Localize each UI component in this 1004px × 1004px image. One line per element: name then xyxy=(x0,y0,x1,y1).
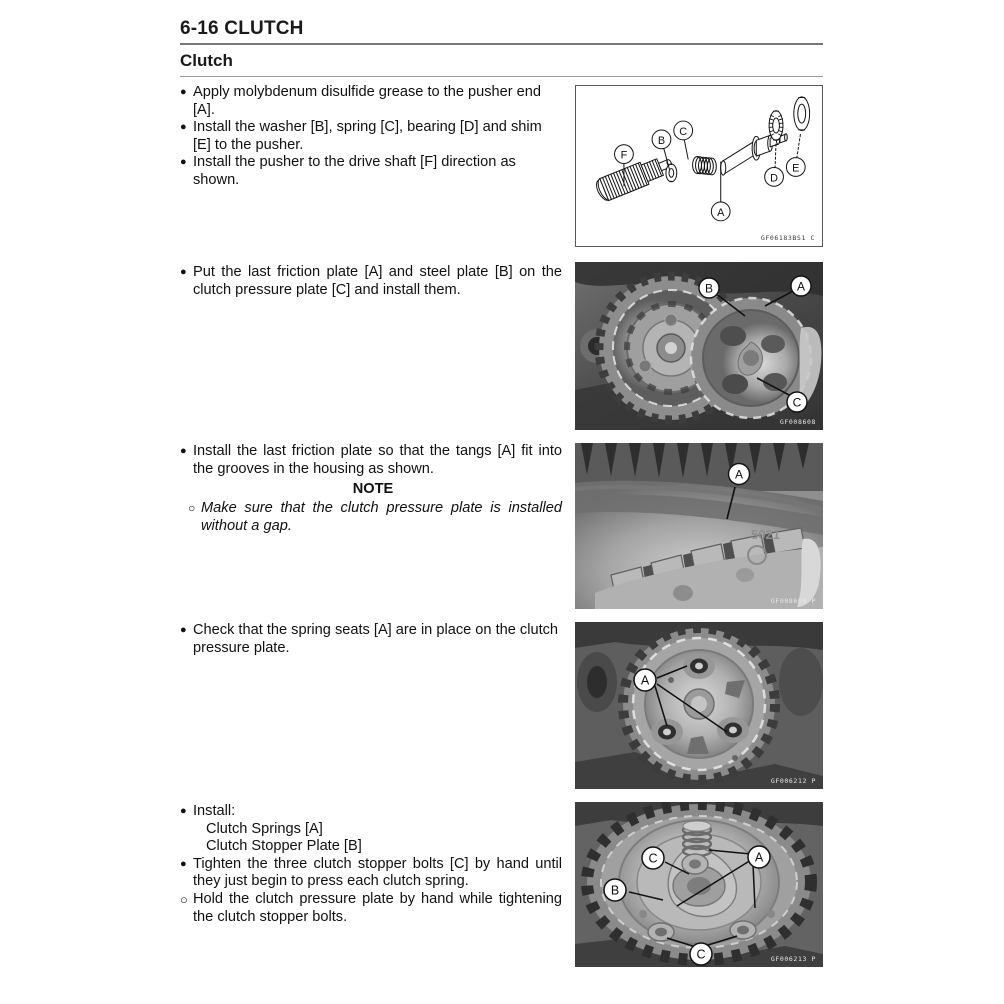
instruction-block-friction-steel xyxy=(180,264,562,299)
bullet-item xyxy=(180,154,562,189)
note-marker: ○ xyxy=(188,501,196,516)
figure-stopper-plate xyxy=(575,802,823,967)
bullet-text: Check that the spring seats [A] are in place on the clutch pressure plate. xyxy=(193,622,559,656)
figure-code: GF06183BS1 C xyxy=(760,234,815,242)
sub-item: Clutch Stopper Plate [B] xyxy=(206,838,362,855)
note-heading: NOTE xyxy=(352,481,394,498)
bullet-item xyxy=(180,84,562,119)
spring-seats-photo xyxy=(575,622,823,789)
bullet-text: Tighten the three clutch stopper bolts [C] by hand until they just begin to press each clutch spring. xyxy=(193,855,562,890)
figure-pusher-exploded xyxy=(575,85,823,247)
bullet-text: Install the pusher to the drive shaft [F] direction as shown. xyxy=(193,154,516,188)
bullet-item xyxy=(180,119,562,154)
svg-text:C: C xyxy=(679,125,688,138)
bullet-marker: ● xyxy=(180,156,187,169)
note-text-item xyxy=(188,500,562,535)
svg-text:B: B xyxy=(657,134,666,147)
note-text: Make sure that the clutch pressure plate is installed without a gap. xyxy=(201,500,562,534)
svg-text:A: A xyxy=(754,850,764,865)
instruction-block-pusher xyxy=(180,84,562,190)
bullet-marker: ● xyxy=(180,445,187,457)
bullet-text: Install: xyxy=(193,803,236,819)
bullet-item xyxy=(180,856,562,891)
svg-text:A: A xyxy=(717,206,725,219)
figure-code: GF008608 xyxy=(779,418,816,426)
figure-friction-steel-plate xyxy=(575,262,823,430)
svg-text:D: D xyxy=(770,172,778,185)
page-header xyxy=(180,18,823,77)
tangs-grooves-photo xyxy=(575,443,823,609)
svg-text:B: B xyxy=(704,281,714,296)
clutch-assembly-photo xyxy=(575,262,823,430)
stopper-plate-photo xyxy=(575,802,823,967)
svg-text:5021: 5021 xyxy=(751,527,780,542)
circle-marker: ○ xyxy=(180,891,188,907)
sub-item: Clutch Springs [A] xyxy=(206,820,323,837)
note-block xyxy=(180,478,562,535)
bullet-marker: ● xyxy=(180,266,187,278)
bullet-item xyxy=(180,803,562,821)
bullet-item xyxy=(180,264,562,299)
svg-text:A: A xyxy=(640,673,650,688)
bullet-marker: ● xyxy=(180,805,187,817)
pusher-exploded-drawing xyxy=(576,86,822,246)
circle-item xyxy=(180,891,562,926)
svg-text:B: B xyxy=(610,883,620,898)
svg-text:A: A xyxy=(796,279,806,294)
bullet-text: Apply molybdenum disulfide grease to the pusher end [A]. xyxy=(193,84,542,118)
figure-code: GF006212 P xyxy=(770,777,816,785)
page-title: 6-16 CLUTCH xyxy=(180,18,304,39)
header-rule-bottom xyxy=(180,76,823,77)
bullet-marker: ● xyxy=(180,857,187,870)
bullet-text: Install the last friction plate so that the tangs [A] fit into the grooves in the housing as shown. xyxy=(193,443,562,477)
figure-spring-seats xyxy=(575,622,823,789)
svg-text:C: C xyxy=(648,851,658,866)
bullet-text: Put the last friction plate [A] and steel plate [B] on the clutch pressure plate [C] and install them. xyxy=(193,264,562,298)
svg-text:A: A xyxy=(734,467,744,482)
instruction-block-spring-seats xyxy=(180,622,562,657)
figure-code: GF006213 P xyxy=(770,955,816,963)
figure-tangs-grooves xyxy=(575,443,823,609)
bullet-marker: ● xyxy=(180,121,187,134)
instruction-block-install-springs xyxy=(180,803,562,926)
figure-code: GF008609 P xyxy=(770,597,816,605)
section-title: Clutch xyxy=(180,51,233,70)
bullet-item xyxy=(180,622,562,657)
svg-text:C: C xyxy=(792,395,802,410)
svg-text:E: E xyxy=(792,162,800,175)
circle-text: Hold the clutch pressure plate by hand while tightening the clutch stopper bolts. xyxy=(193,890,562,925)
bullet-item xyxy=(180,443,562,478)
bullet-marker: ● xyxy=(180,624,187,636)
bullet-text: Install the washer [B], spring [C], bearing [D] and shim [E] to the pusher. xyxy=(193,119,542,153)
bullet-marker: ● xyxy=(180,86,187,98)
svg-text:F: F xyxy=(620,149,628,162)
instruction-block-tangs xyxy=(180,443,562,535)
svg-text:C: C xyxy=(696,947,706,962)
